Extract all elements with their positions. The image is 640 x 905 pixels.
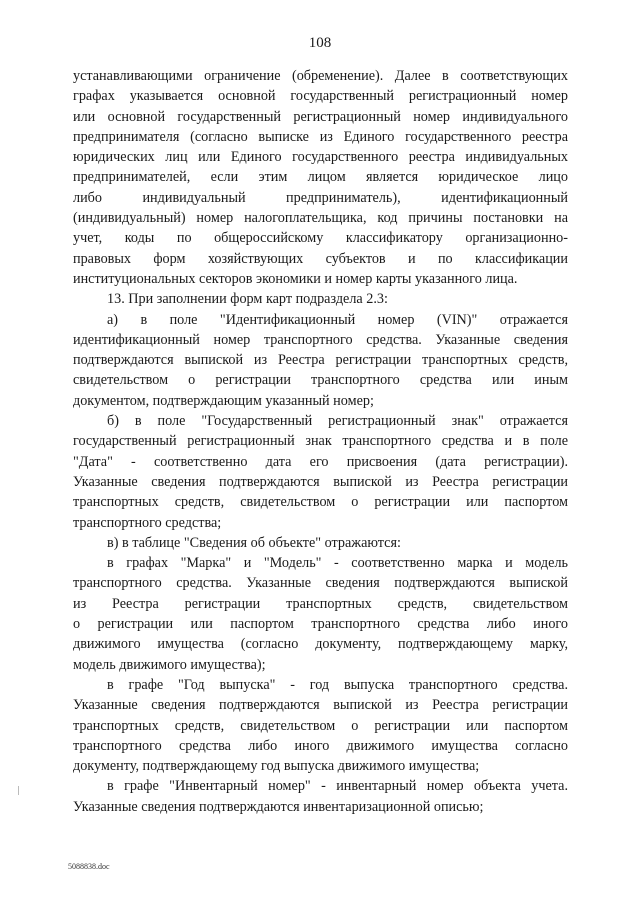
text-line: модель движимого имущества);	[73, 656, 266, 673]
text-line: в графе "Инвентарный номер" - инвентарный номер объекта учета.	[107, 778, 568, 795]
text-line: 13. При заполнении форм карт подраздела 2.3:	[107, 291, 388, 308]
text-line: правовых форм хозяйствующих субъектов и по классификации	[73, 250, 568, 267]
page-number: 108	[308, 35, 332, 51]
text-line: (индивидуальный) номер налогоплательщика, код причины постановки на	[73, 210, 568, 227]
margin-mark	[18, 786, 19, 795]
text-line: предпринимателя (согласно выписке из Единого государственного реестра	[73, 128, 568, 145]
text-line: из Реестра регистрации транспортных средств, свидетельством	[73, 595, 568, 612]
text-line: подтверждаются выпиской из Реестра регистрации транспортных средств,	[73, 352, 568, 369]
text-line: юридических лиц или Единого государственного реестра индивидуальных	[73, 149, 568, 166]
text-line: либо индивидуальный предприниматель), идентификационный	[73, 189, 568, 206]
text-line: Указанные сведения подтверждаются выпиской из Реестра регистрации	[73, 697, 568, 714]
text-line: Указанные сведения подтверждаются инвентаризационной описью;	[73, 798, 484, 815]
text-line: транспортного средства;	[73, 514, 222, 531]
text-line: государственный регистрационный знак транспортного средства и в поле	[73, 433, 568, 450]
text-line: б) в поле "Государственный регистрационный знак" отражается	[107, 413, 568, 430]
text-line: транспортных средств, свидетельством о регистрации или паспортом	[73, 717, 568, 734]
footer-filename: 5088838.doc	[68, 862, 110, 871]
text-line: графах указывается основной государственный регистрационный номер	[73, 88, 568, 105]
text-line: "Дата" - соответственно дата его присвоения (дата регистрации).	[73, 453, 568, 470]
text-line: в) в таблице "Сведения об объекте" отражаются:	[107, 534, 401, 551]
body-text	[73, 66, 568, 817]
text-line: учет, коды по общероссийскому классификатору организационно-	[73, 230, 568, 247]
text-line: или основной государственный регистрационный номер индивидуального	[73, 108, 568, 125]
text-line: предпринимателей, если этим лицом является юридическое лицо	[73, 169, 568, 186]
text-line: документом, подтверждающим указанный номер;	[73, 392, 374, 409]
text-line: институциональных секторов экономики и номер карты указанного лица.	[73, 270, 518, 287]
text-line: транспортного средства. Указанные сведения подтверждаются выпиской	[73, 575, 568, 592]
text-line: движимого имущества (согласно документу, подтверждающему марку,	[73, 636, 568, 653]
text-line: Указанные сведения подтверждаются выпиской из Реестра регистрации	[73, 473, 568, 490]
text-line: свидетельством о регистрации транспортного средства или иным	[73, 372, 568, 389]
text-line: идентификационный номер транспортного средства. Указанные сведения	[73, 331, 568, 348]
text-line: в графах "Марка" и "Модель" - соответственно марка и модель	[107, 555, 568, 572]
text-line: транспортного средства либо иного движимого имущества согласно	[73, 737, 568, 754]
text-line: а) в поле "Идентификационный номер (VIN)" отражается	[107, 311, 568, 328]
text-line: транспортных средств, свидетельством о регистрации или паспортом	[73, 494, 568, 511]
text-line: устанавливающими ограничение (обременение). Далее в соответствующих	[73, 68, 568, 84]
text-line: документу, подтверждающему год выпуска движимого имущества;	[73, 758, 480, 775]
text-line: в графе "Год выпуска" - год выпуска транспортного средства.	[107, 676, 568, 693]
text-line: о регистрации или паспортом транспортного средства либо иного	[73, 616, 568, 633]
